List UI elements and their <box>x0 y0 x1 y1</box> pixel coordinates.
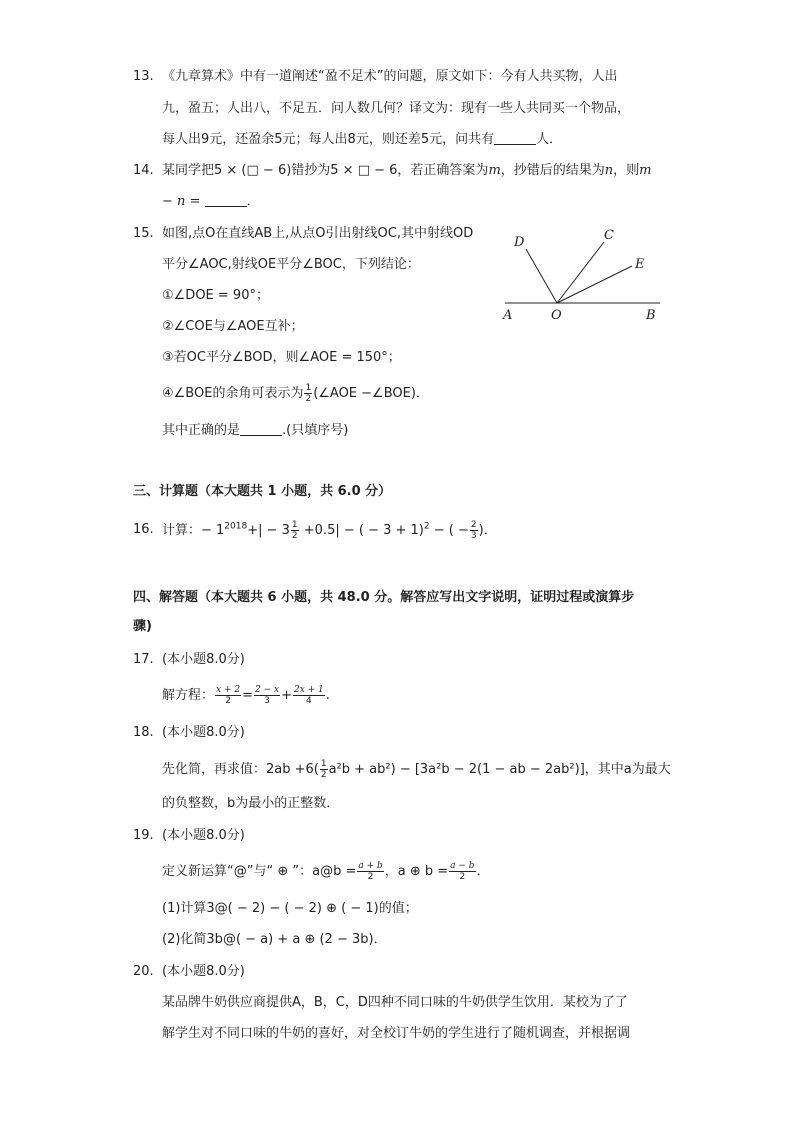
q15-answer-line <box>162 421 348 441</box>
q18-number: 18. <box>133 725 154 740</box>
q15-answer-note: .(只填序号) <box>282 423 349 438</box>
q17-frac-1 <box>215 685 241 706</box>
q17-score: (本小题8.0分) <box>162 652 245 667</box>
q16-f1d: 2 <box>291 531 298 541</box>
q17-f2n: 2 − x <box>255 685 280 695</box>
q16-frac-2 <box>470 520 478 541</box>
q15-c4-text: ④∠BOE的余角可表示为 <box>162 386 304 401</box>
q19-subquestion-2: (2)化简3b@( − a) + a ⊕ (2 − 3b)． <box>162 932 387 947</box>
label-b: B <box>646 308 656 322</box>
q15-c4-fraction <box>304 383 312 404</box>
q17-f2d: 3 <box>264 696 270 706</box>
q14-line-1 <box>162 161 652 181</box>
label-e: E <box>635 257 645 272</box>
q16-d: − ( − <box>429 523 469 538</box>
q13-line-2: 九，盈五；人出八，不足五．问人数几何？译文为：现有一些人共同买一个物品， <box>162 101 631 116</box>
q16-b: +| − 3 <box>247 523 290 538</box>
q15-line-2: 平分∠AOC,射线OE平分∠BOC，下列结论： <box>162 257 420 272</box>
section-4-title: 四、解答题（本大题共 6 小题，共 48.0 分。解答应写出文字说明，证明过程或演算步 <box>133 590 635 605</box>
q14-answer-blank[interactable] <box>205 192 247 207</box>
q19-c: ． <box>476 864 490 879</box>
q17-frac-3 <box>293 685 325 706</box>
q19-score: (本小题8.0分) <box>162 828 245 843</box>
q18-b: a²b + ab²) − [3a²b − 2(1 − ab − 2ab²)]，其中a为最大 <box>328 762 671 777</box>
q17-equation <box>162 685 330 706</box>
q15-conclusion-3: ③若OC平分∠BOD，则∠AOE = 150°； <box>162 350 401 365</box>
q18-frac <box>320 759 328 780</box>
q14-text-c: ，则 <box>613 163 640 178</box>
q16-expression <box>162 520 497 541</box>
ray-oe <box>557 266 632 303</box>
q19-definition <box>162 861 490 882</box>
q20-number: 20. <box>133 964 154 979</box>
q16-a: 计算：− 1 <box>162 523 225 538</box>
q17-f3d: 4 <box>306 696 312 706</box>
label-c: C <box>604 228 614 243</box>
q18-fn: 1 <box>320 759 327 769</box>
q15-conclusion-1: ①∠DOE = 90°； <box>162 288 269 303</box>
q16-f2d: 3 <box>470 531 477 541</box>
q14-expr: − n = <box>162 194 205 209</box>
q19-frac-2 <box>449 861 475 882</box>
q18-line-2: 的负整数，b为最小的正整数． <box>162 796 340 811</box>
q16-exp: 2018 <box>224 521 248 532</box>
q17-eq: = <box>242 688 253 703</box>
q20-line-2: 解学生对不同口味的牛奶的喜好，对全校订牛奶的学生进行了随机调查，并根据调 <box>162 1026 631 1041</box>
q19-f1d: 2 <box>367 872 374 882</box>
q18-fd: 2 <box>320 770 327 780</box>
q17-label: 解方程： <box>162 688 215 703</box>
q14-end: ． <box>246 194 260 209</box>
q13-text-end: 人． <box>536 132 563 147</box>
q14-var-m: m <box>488 163 501 178</box>
section-4-title-cont: 骤) <box>133 619 152 634</box>
ray-od <box>526 249 557 303</box>
q15-c4-denominator: 2 <box>305 394 312 404</box>
q14-line-2 <box>162 192 260 212</box>
q17-frac-2 <box>254 685 280 706</box>
q19-f1n: a + b <box>358 861 383 871</box>
q16-f1n: 1 <box>291 520 298 530</box>
q16-c: +0.5| − ( − 3 + 1) <box>299 523 424 538</box>
q19-b: ，a ⊕ b = <box>384 864 449 879</box>
q19-subquestion-1: (1)计算3@( − 2) − ( − 2) ⊕ ( − 1)的值； <box>162 901 418 916</box>
q15-c4-numerator: 1 <box>305 383 312 393</box>
q19-f2d: 2 <box>459 872 466 882</box>
q14-text-a: 某同学把5 × (□ − 6)错抄为5 × □ − 6，若正确答案为 <box>162 163 489 178</box>
q13-answer-blank[interactable] <box>494 130 536 145</box>
q18-score: (本小题8.0分) <box>162 725 245 740</box>
q15-number: 15. <box>133 226 154 241</box>
q19-frac-1 <box>357 861 383 882</box>
q14-var-n: n <box>604 163 614 178</box>
q17-number: 17. <box>133 652 154 667</box>
q17-end: . <box>325 688 330 703</box>
q16-frac-1 <box>291 520 299 541</box>
q19-f2n: a − b <box>450 861 475 871</box>
q16-f2n: 2 <box>470 520 477 530</box>
q18-line-1 <box>162 759 671 780</box>
q15-answer-label: 其中正确的是 <box>162 423 241 438</box>
q20-score: (本小题8.0分) <box>162 964 245 979</box>
q15-conclusion-4 <box>162 383 429 404</box>
label-o: O <box>551 308 562 322</box>
q19-a: 定义新运算“@”与“ ⊕ ”：a@b = <box>162 864 357 879</box>
q14-text-b: ，抄错后的结果为 <box>500 163 605 178</box>
q13-line-1: 《九章算术》中有一道阐述“盈不足术”的问题，原文如下：今有人共买物，人出 <box>162 69 618 84</box>
ray-oc <box>557 242 604 303</box>
q15-figure <box>500 222 665 322</box>
q17-f1d: 2 <box>225 696 231 706</box>
q15-line-1: 如图,点O在直线AB上,从点O引出射线OC,其中射线OD <box>162 226 474 241</box>
q14-number: 14. <box>133 163 154 178</box>
q19-number: 19. <box>133 828 154 843</box>
q14-var-m2: m <box>639 163 652 178</box>
label-d: D <box>514 235 525 250</box>
q13-line-3 <box>162 130 562 150</box>
q16-e: )． <box>478 523 497 538</box>
q13-text: 每人出9元，还盈余5元；每人出8元，则还差5元，问共有 <box>162 132 495 147</box>
section-3-title: 三、计算题（本大题共 1 小题，共 6.0 分） <box>133 484 392 499</box>
q17-f3n: 2x + 1 <box>293 685 324 695</box>
label-a: A <box>503 308 513 322</box>
q17-f1n: x + 2 <box>216 685 241 695</box>
q20-line-1: 某品牌牛奶供应商提供A，B，C，D四种不同口味的牛奶供学生饮用．某校为了了 <box>162 995 628 1010</box>
q17-plus: + <box>281 688 292 703</box>
q15-answer-blank[interactable] <box>240 421 282 436</box>
q13-number: 13. <box>133 69 154 84</box>
q16-exp2: 2 <box>423 521 430 532</box>
q15-c4-expr: (∠AOE −∠BOE)． <box>313 386 429 401</box>
q15-conclusion-2: ②∠COE与∠AOE互补； <box>162 319 304 334</box>
q16-number: 16. <box>133 522 154 537</box>
q18-a: 先化简，再求值：2ab +6( <box>162 762 319 777</box>
